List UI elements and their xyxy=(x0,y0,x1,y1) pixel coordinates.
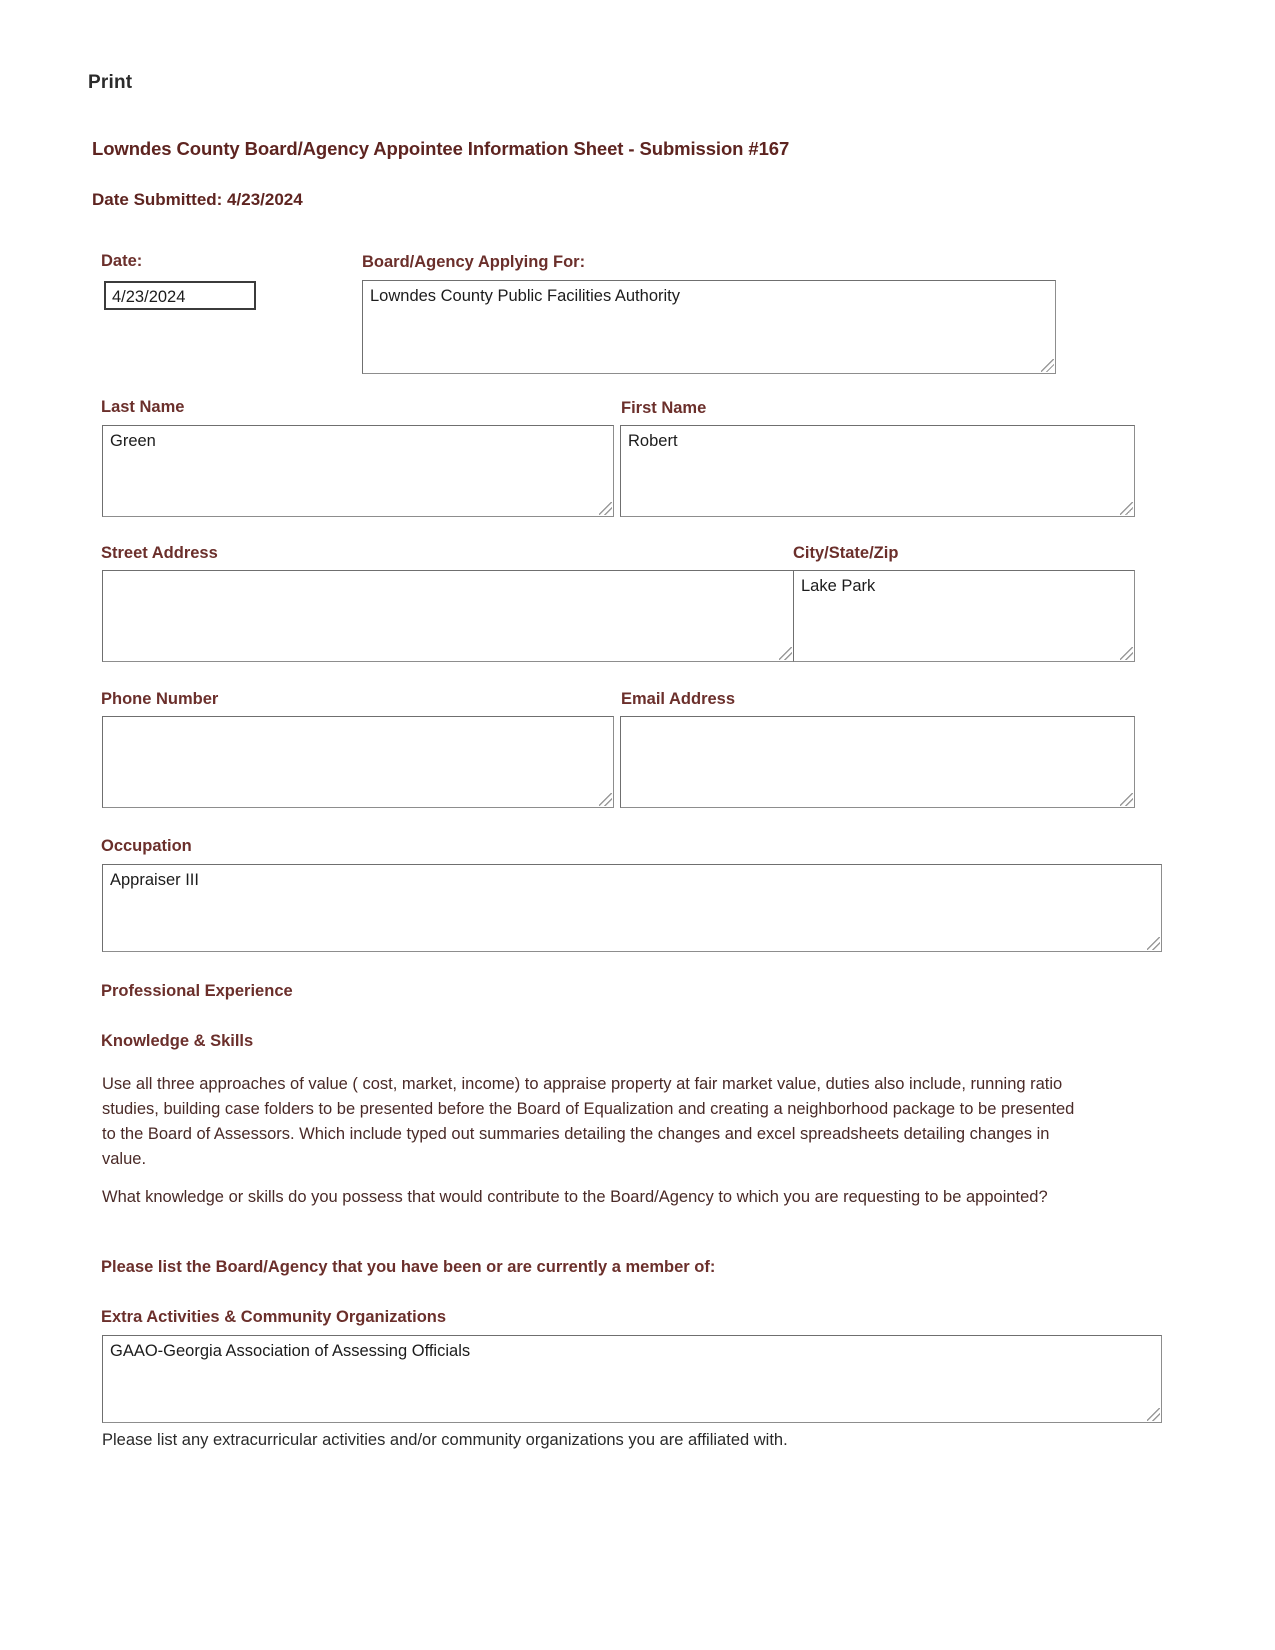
knowledge-skills-answer-text: Use all three approaches of value ( cost, market, income) to appraise property at fair market value, duties also include, running ratio studies, building case folders to be presented before the Board of Equalization and creating a neighborhood package to be presented to the Board of Assessors. Which include typed out summaries detailing the changes and excel spreadsheets detailing changes in value. xyxy=(102,1075,1075,1168)
street-address-input[interactable] xyxy=(102,570,794,662)
page-title: Lowndes County Board/Agency Appointee Information Sheet - Submission #167 xyxy=(92,138,790,159)
first-name-input[interactable]: Robert xyxy=(620,425,1135,517)
last-name-label: Last Name xyxy=(101,398,185,416)
board-membership-heading: Please list the Board/Agency that you have been or are currently a member of: xyxy=(101,1258,716,1276)
phone-number-label: Phone Number xyxy=(101,690,219,708)
city-state-zip-label: City/State/Zip xyxy=(793,544,899,562)
extra-activities-footnote: Please list any extracurricular activities and/or community organizations you are affiliated with. xyxy=(102,1431,788,1449)
city-state-zip-input[interactable]: Lake Park xyxy=(793,570,1135,662)
street-address-label: Street Address xyxy=(101,544,218,562)
board-agency-input[interactable]: Lowndes County Public Facilities Authority xyxy=(362,280,1056,374)
phone-number-input[interactable] xyxy=(102,716,614,808)
occupation-label: Occupation xyxy=(101,837,192,855)
professional-experience-heading: Professional Experience xyxy=(101,982,293,1000)
board-agency-label: Board/Agency Applying For: xyxy=(362,253,586,271)
knowledge-skills-question-text: What knowledge or skills do you possess that would contribute to the Board/Agency to which you are requesting to be appointed? xyxy=(102,1188,1048,1206)
occupation-input[interactable]: Appraiser III xyxy=(102,864,1162,952)
extra-activities-input[interactable]: GAAO-Georgia Association of Assessing Officials xyxy=(102,1335,1162,1423)
first-name-label: First Name xyxy=(621,399,707,417)
email-address-label: Email Address xyxy=(621,690,736,708)
email-address-input[interactable] xyxy=(620,716,1135,808)
last-name-input[interactable]: Green xyxy=(102,425,614,517)
date-submitted-text: Date Submitted: 4/23/2024 xyxy=(92,190,303,209)
date-input[interactable] xyxy=(104,281,256,310)
knowledge-skills-heading: Knowledge & Skills xyxy=(101,1032,254,1050)
date-label: Date: xyxy=(101,252,143,270)
print-button[interactable]: Print xyxy=(88,72,133,93)
extra-activities-label: Extra Activities & Community Organizations xyxy=(101,1308,447,1326)
